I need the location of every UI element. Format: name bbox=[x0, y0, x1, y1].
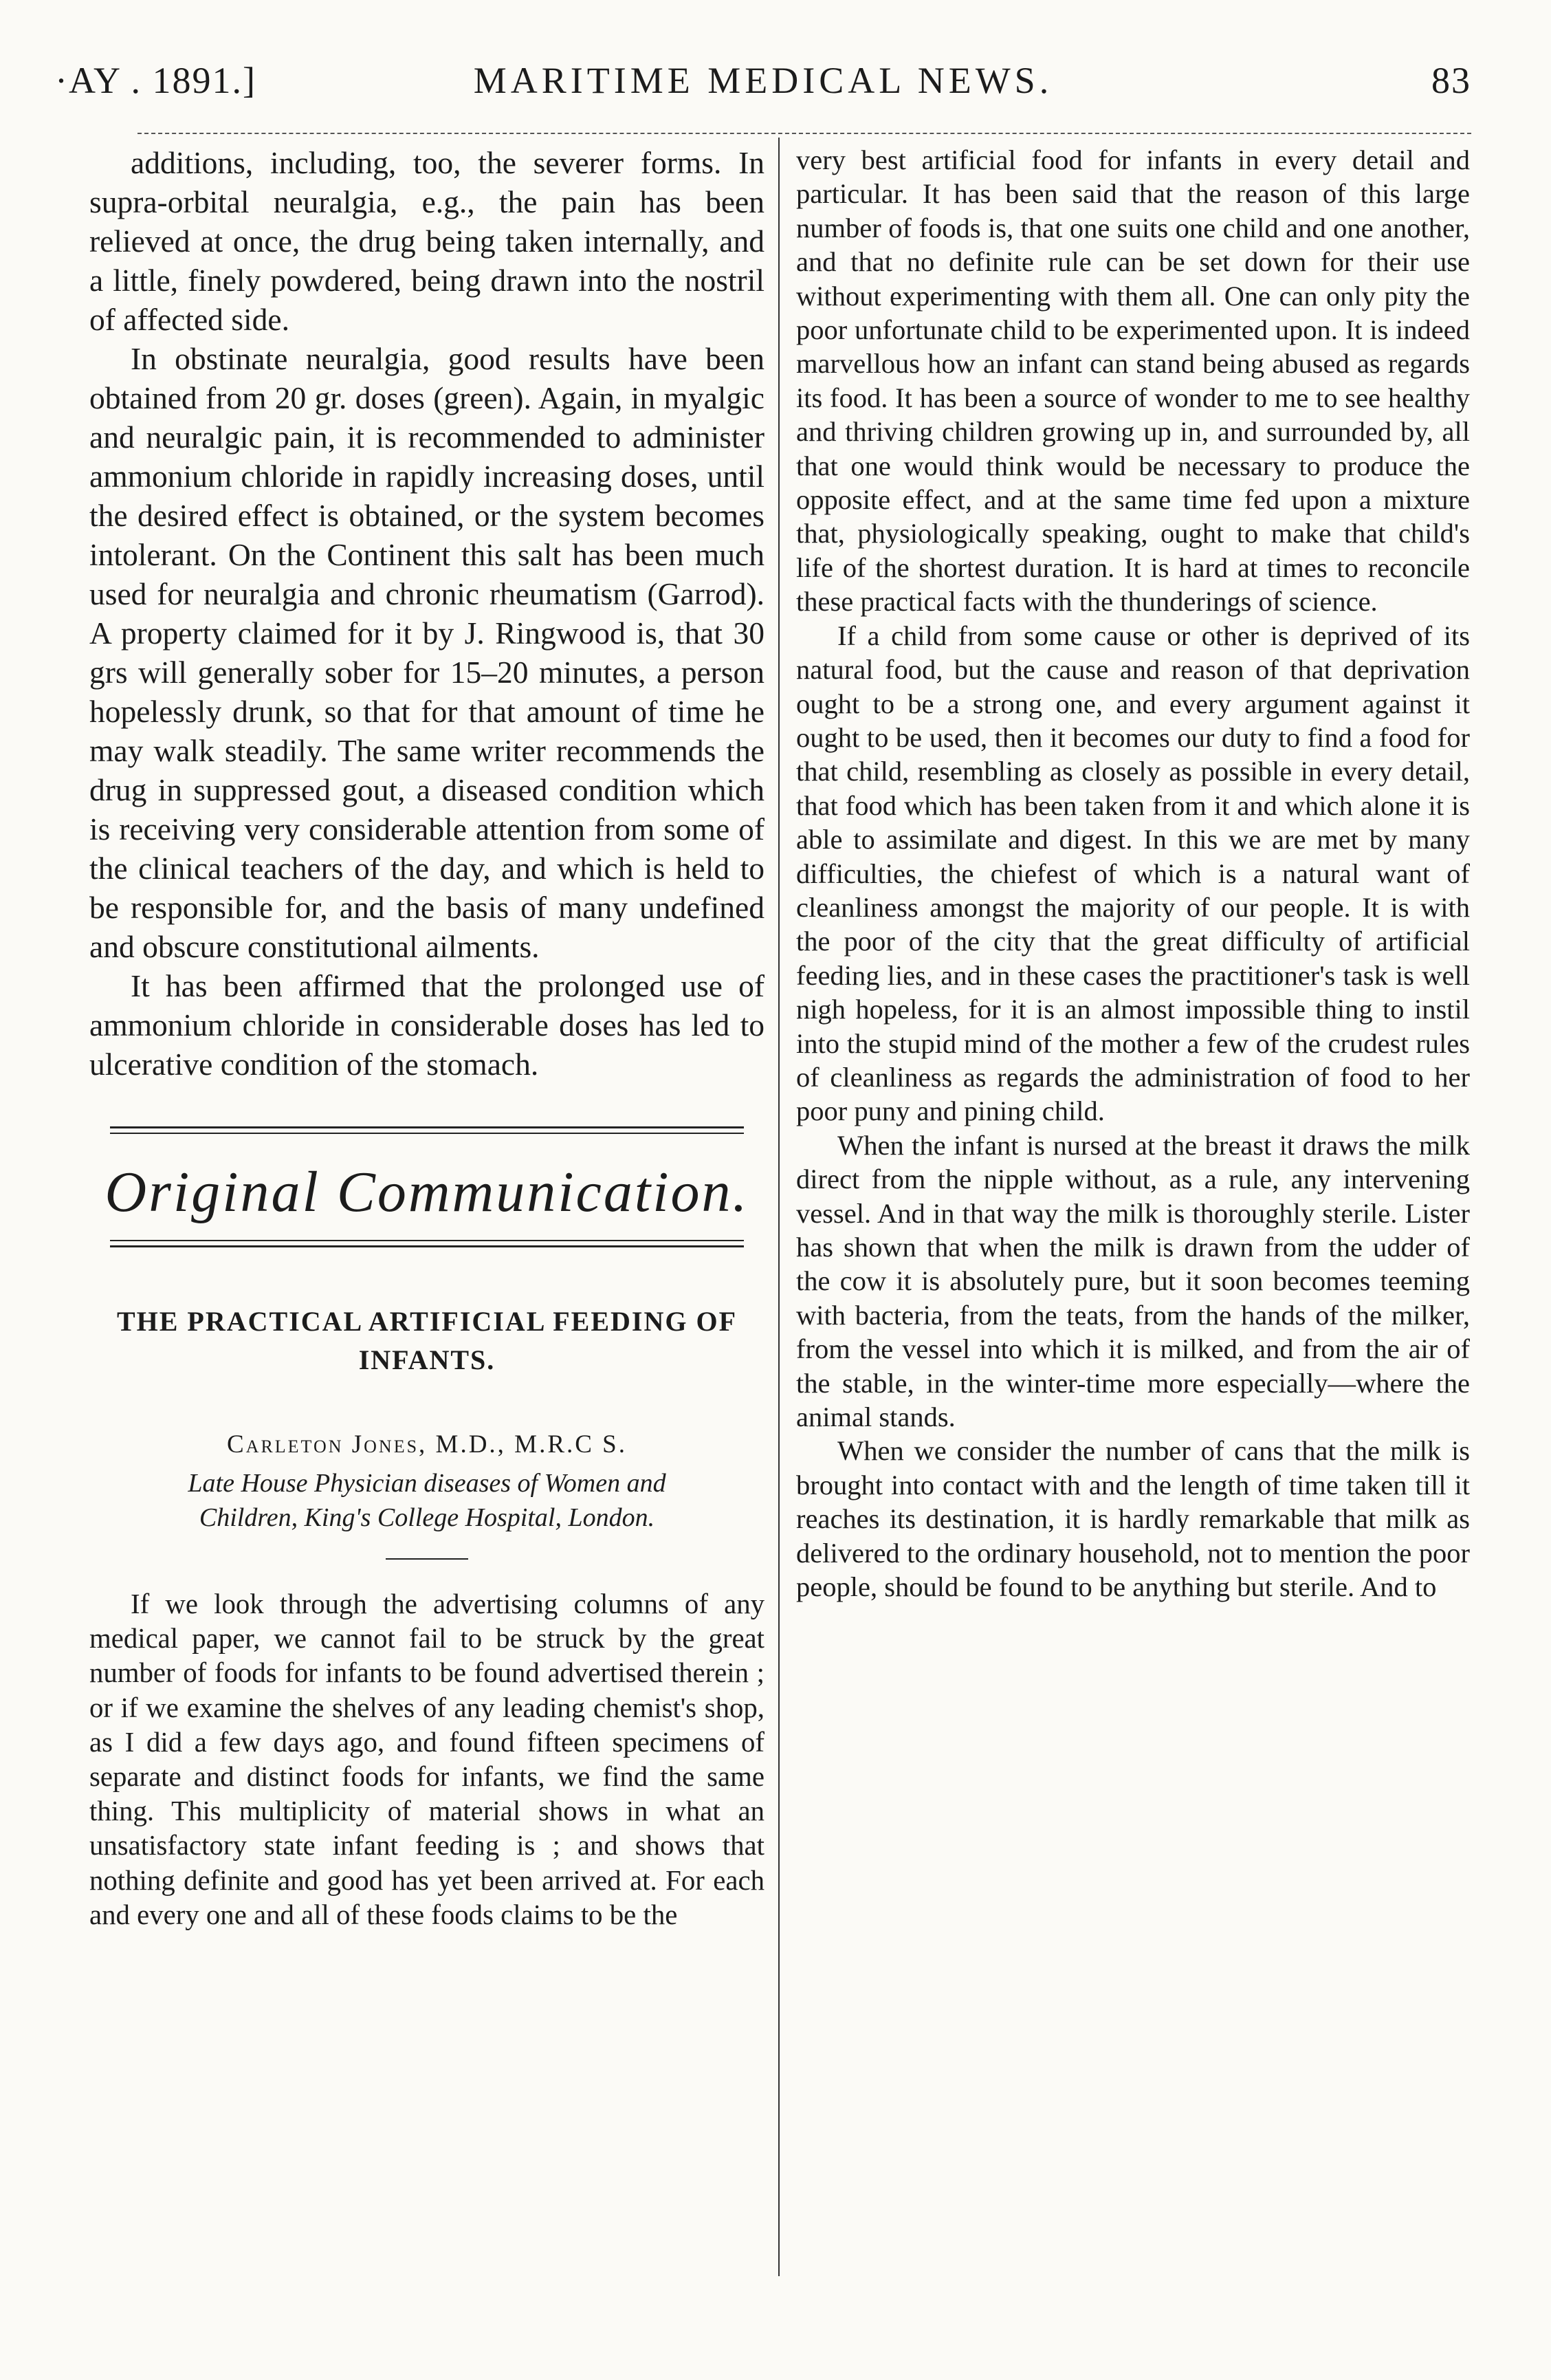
paragraph: If a child from some cause or other is deprived of its natural food, but the cause and reason of that deprivation ought to be a strong one, and every argument against it ought to be used, then it becomes our duty to find a food for that child, resembling as closely as possible in every detail, that food which has been taken from it and which alone it is able to assimilate and digest. In this we are met by many difficulties, the chiefest of which is a natural want of cleanliness amongst the majority of our people. It is with the poor of the city that the great difficulty of artificial feeding lies, and in these cases the practitioner's task is well nigh hopeless, for it is an almost impossible thing to instil into the stupid mind of the mother a few of the crudest rules of cleanliness as regards the administration of food to her poor puny and pining child. bbox=[796, 620, 1470, 1127]
journal-title: MARITIME MEDICAL NEWS. bbox=[473, 60, 1053, 101]
left-column bbox=[89, 143, 764, 1932]
right-column bbox=[796, 143, 1470, 1604]
page-number: 83 bbox=[1431, 60, 1471, 101]
header-rule bbox=[138, 133, 1471, 134]
byline-rule bbox=[386, 1558, 468, 1560]
article-body-start bbox=[89, 1587, 764, 1932]
article-title: THE PRACTICAL ARTIFICIAL FEEDING OF INFANTS. bbox=[116, 1306, 738, 1375]
paragraph: In obstinate neuralgia, good results have been obtained from 20 gr. doses (green). Again, in myalgic and neuralgic pain, it is recommended to administer ammonium chloride in rapidly increasing doses, until the desired effect is obtained, or the system becomes intolerant. On the Continent this salt has been much used for neuralgia and chronic rheumatism (Garrod). A property claimed for it by J. Ringwood is, that 30 grs will generally sober for 15–20 minutes, a person hopelessly drunk, so that for that amount of time he may walk steadily. The same writer recommends the drug in suppressed gout, a diseased condition which is receiving very considerable attention from some of the clinical teachers of the day, and which is held to be responsible for, and the basis of many undefined and obscure constitutional ailments. bbox=[89, 341, 764, 964]
paragraph: very best artificial food for infants in every detail and particular. It has been said that the reason of this large number of foods is, that one suits one child and one another, and that no definite rule can be set down for their use without experimenting with them all. One can only pity the poor unfortunate child to be experimented upon. It is indeed marvellous how an infant can stand being abused as regards its food. It has been a source of wonder to me to see healthy and thriving children growing up in, and surrounded by, all that one would think would be necessary to produce the opposite effect, and at the same time fed upon a mixture that, physiologically speaking, ought to make that child's life of the shortest duration. It is hard at times to reconcile these practical facts with the thunderings of science. bbox=[796, 144, 1470, 618]
paragraph: additions, including, too, the severer forms. In supra-orbital neuralgia, e.g., the pain has been relieved at once, the drug being taken internally, and a little, finely powdered, being drawn into the nostril of affected side. bbox=[89, 145, 764, 337]
paragraph: If we look through the advertising columns of any medical paper, we cannot fail to be struck by the great number of foods for infants to be found advertised therein ; or if we examine the shelves of any leading chemist's shop, as I did a few days ago, and found fifteen specimens of separate and distinct foods for infants, we find the same thing. This multiplicity of material shows in what an unsatisfactory state infant feeding is ; and shows that nothing definite and good has yet been arrived at. For each and every one and all of these foods claims to be the bbox=[89, 1589, 764, 1930]
header-date: ·AY . 1891.] bbox=[55, 60, 256, 101]
page-header bbox=[55, 59, 1471, 114]
paragraph: When the infant is nursed at the breast it draws the milk direct from the nipple without, as a rule, any intervening vessel. And in that way the milk is thoroughly sterile. Lister has shown that when the milk is drawn from the udder of the cow it is absolutely pure, but it soon becomes teeming with bacteria, from the teats, from the hands of the milker, from the vessel into which it is milked, and from the air of the stable, in the winter-time more especially—where the animal stands. bbox=[796, 1129, 1470, 1433]
affiliation-line: Late House Physician diseases of Women and bbox=[188, 1469, 666, 1498]
section-title: Original Communication. bbox=[104, 1160, 749, 1224]
author-byline: Carleton Jones, M.D., M.R.C S. bbox=[226, 1430, 628, 1459]
author-affiliation bbox=[89, 1466, 764, 1535]
paragraph: It has been affirmed that the prolonged use of ammonium chloride in considerable doses has led to ulcerative condition of the stomach. bbox=[89, 968, 764, 1082]
paragraph: When we consider the number of cans that the milk is brought into contact with and the length of time taken till it reaches its destination, it is hardly remarkable that milk as delivered to the ordinary household, not to mention the poor people, should be found to be anything but sterile. And to bbox=[796, 1435, 1470, 1603]
section-rule-bottom bbox=[110, 1240, 744, 1247]
section-rule-top bbox=[110, 1126, 744, 1134]
affiliation-line: Children, King's College Hospital, London. bbox=[199, 1503, 655, 1532]
column-divider bbox=[778, 138, 780, 2276]
